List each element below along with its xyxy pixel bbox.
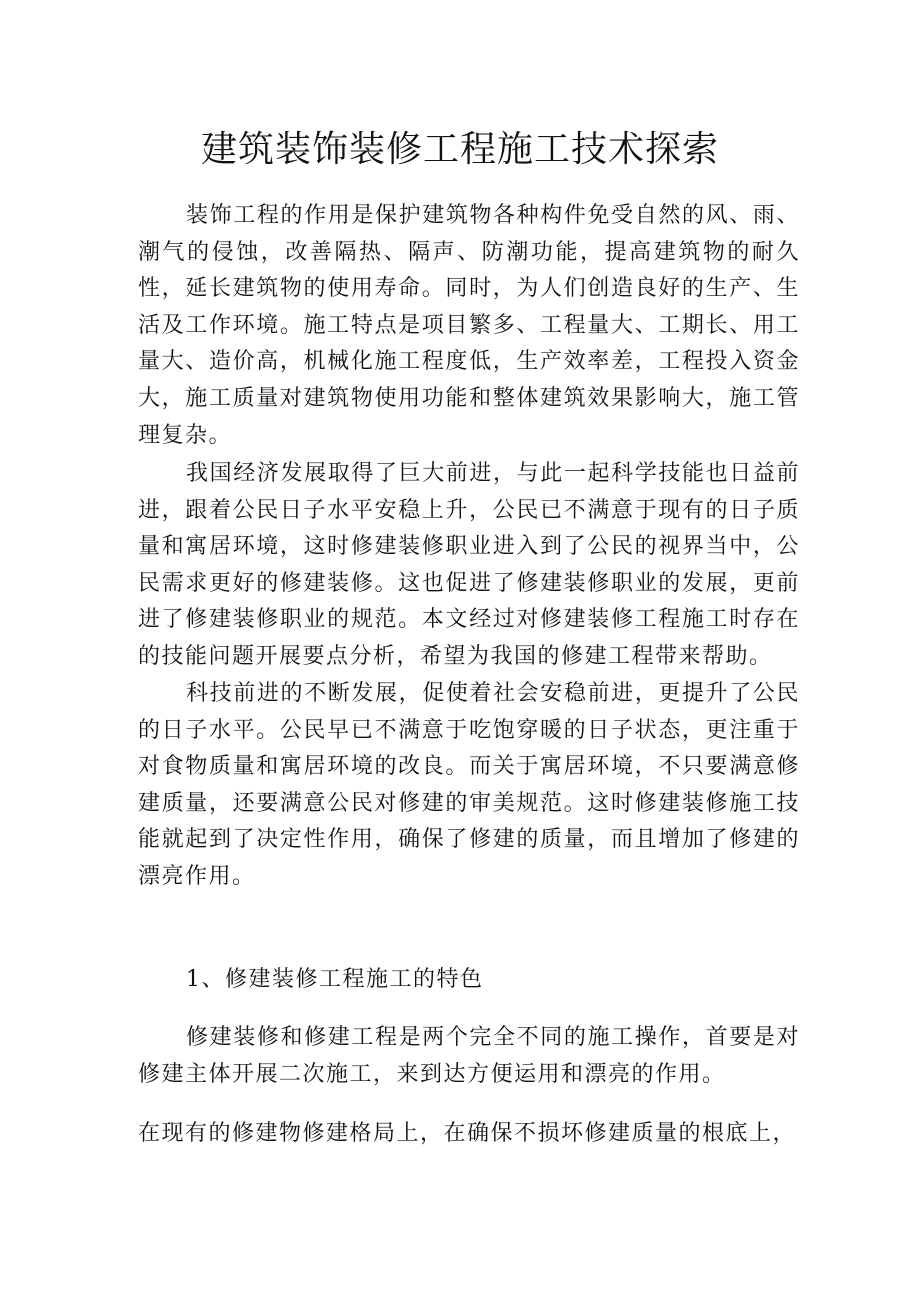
body-paragraph-2: 我国经济发展取得了巨大前进，与此一起科学技能也日益前进，跟着公民日子水平安稳上升，公民已不满意于现有的日子质量和寓居环境，这时修建装修职业进入到了公民的视界当中，公民需求更好的修建装修。这也促进了修建装修职业的发展，更前进了修建装修职业的规范。本文经过对修建装修工程施工时存在的技能问题开展要点分析，希望为我国的修建工程带来帮助。 (138, 461, 800, 669)
body-paragraph-3: 科技前进的不断发展，促使着社会安稳前进，更提升了公民的日子水平。公民早已不满意于吃饱穿暖的日子状态，更注重于对食物质量和寓居环境的改良。而关于寓居环境，不只要满意修建质量，还要满意公民对修建的审美规范。这时修建装修施工技能就起到了决定性作用，确保了修建的质量，而且增加了修建的漂亮作用。 (138, 681, 800, 889)
body-paragraph-1: 装饰工程的作用是保护建筑物各种构件免受自然的风、雨、潮气的侵蚀，改善隔热、隔声、防潮功能，提高建筑物的耐久性，延长建筑物的使用寿命。同时，为人们创造良好的生产、生活及工作环境。施工特点是项目繁多、工程量大、工期长、用工量大、造价高，机械化施工程度低，生产效率差，工程投入资金大，施工质量对建筑物使用功能和整体建筑效果影响大，施工管理复杂。 (138, 203, 800, 448)
section-paragraph-2: 在现有的修建物修建格局上，在确保不损坏修建质量的根底上， (138, 1121, 797, 1146)
document-title: 建筑装饰装修工程施工技术探索 (200, 129, 719, 170)
section-paragraph-1: 修建装修和修建工程是两个完全不同的施工操作，首要是对修建主体开展二次施工，来到达方便运用和漂亮的作用。 (138, 1025, 800, 1087)
section-heading: 1、修建装修工程施工的特色 (186, 967, 484, 992)
